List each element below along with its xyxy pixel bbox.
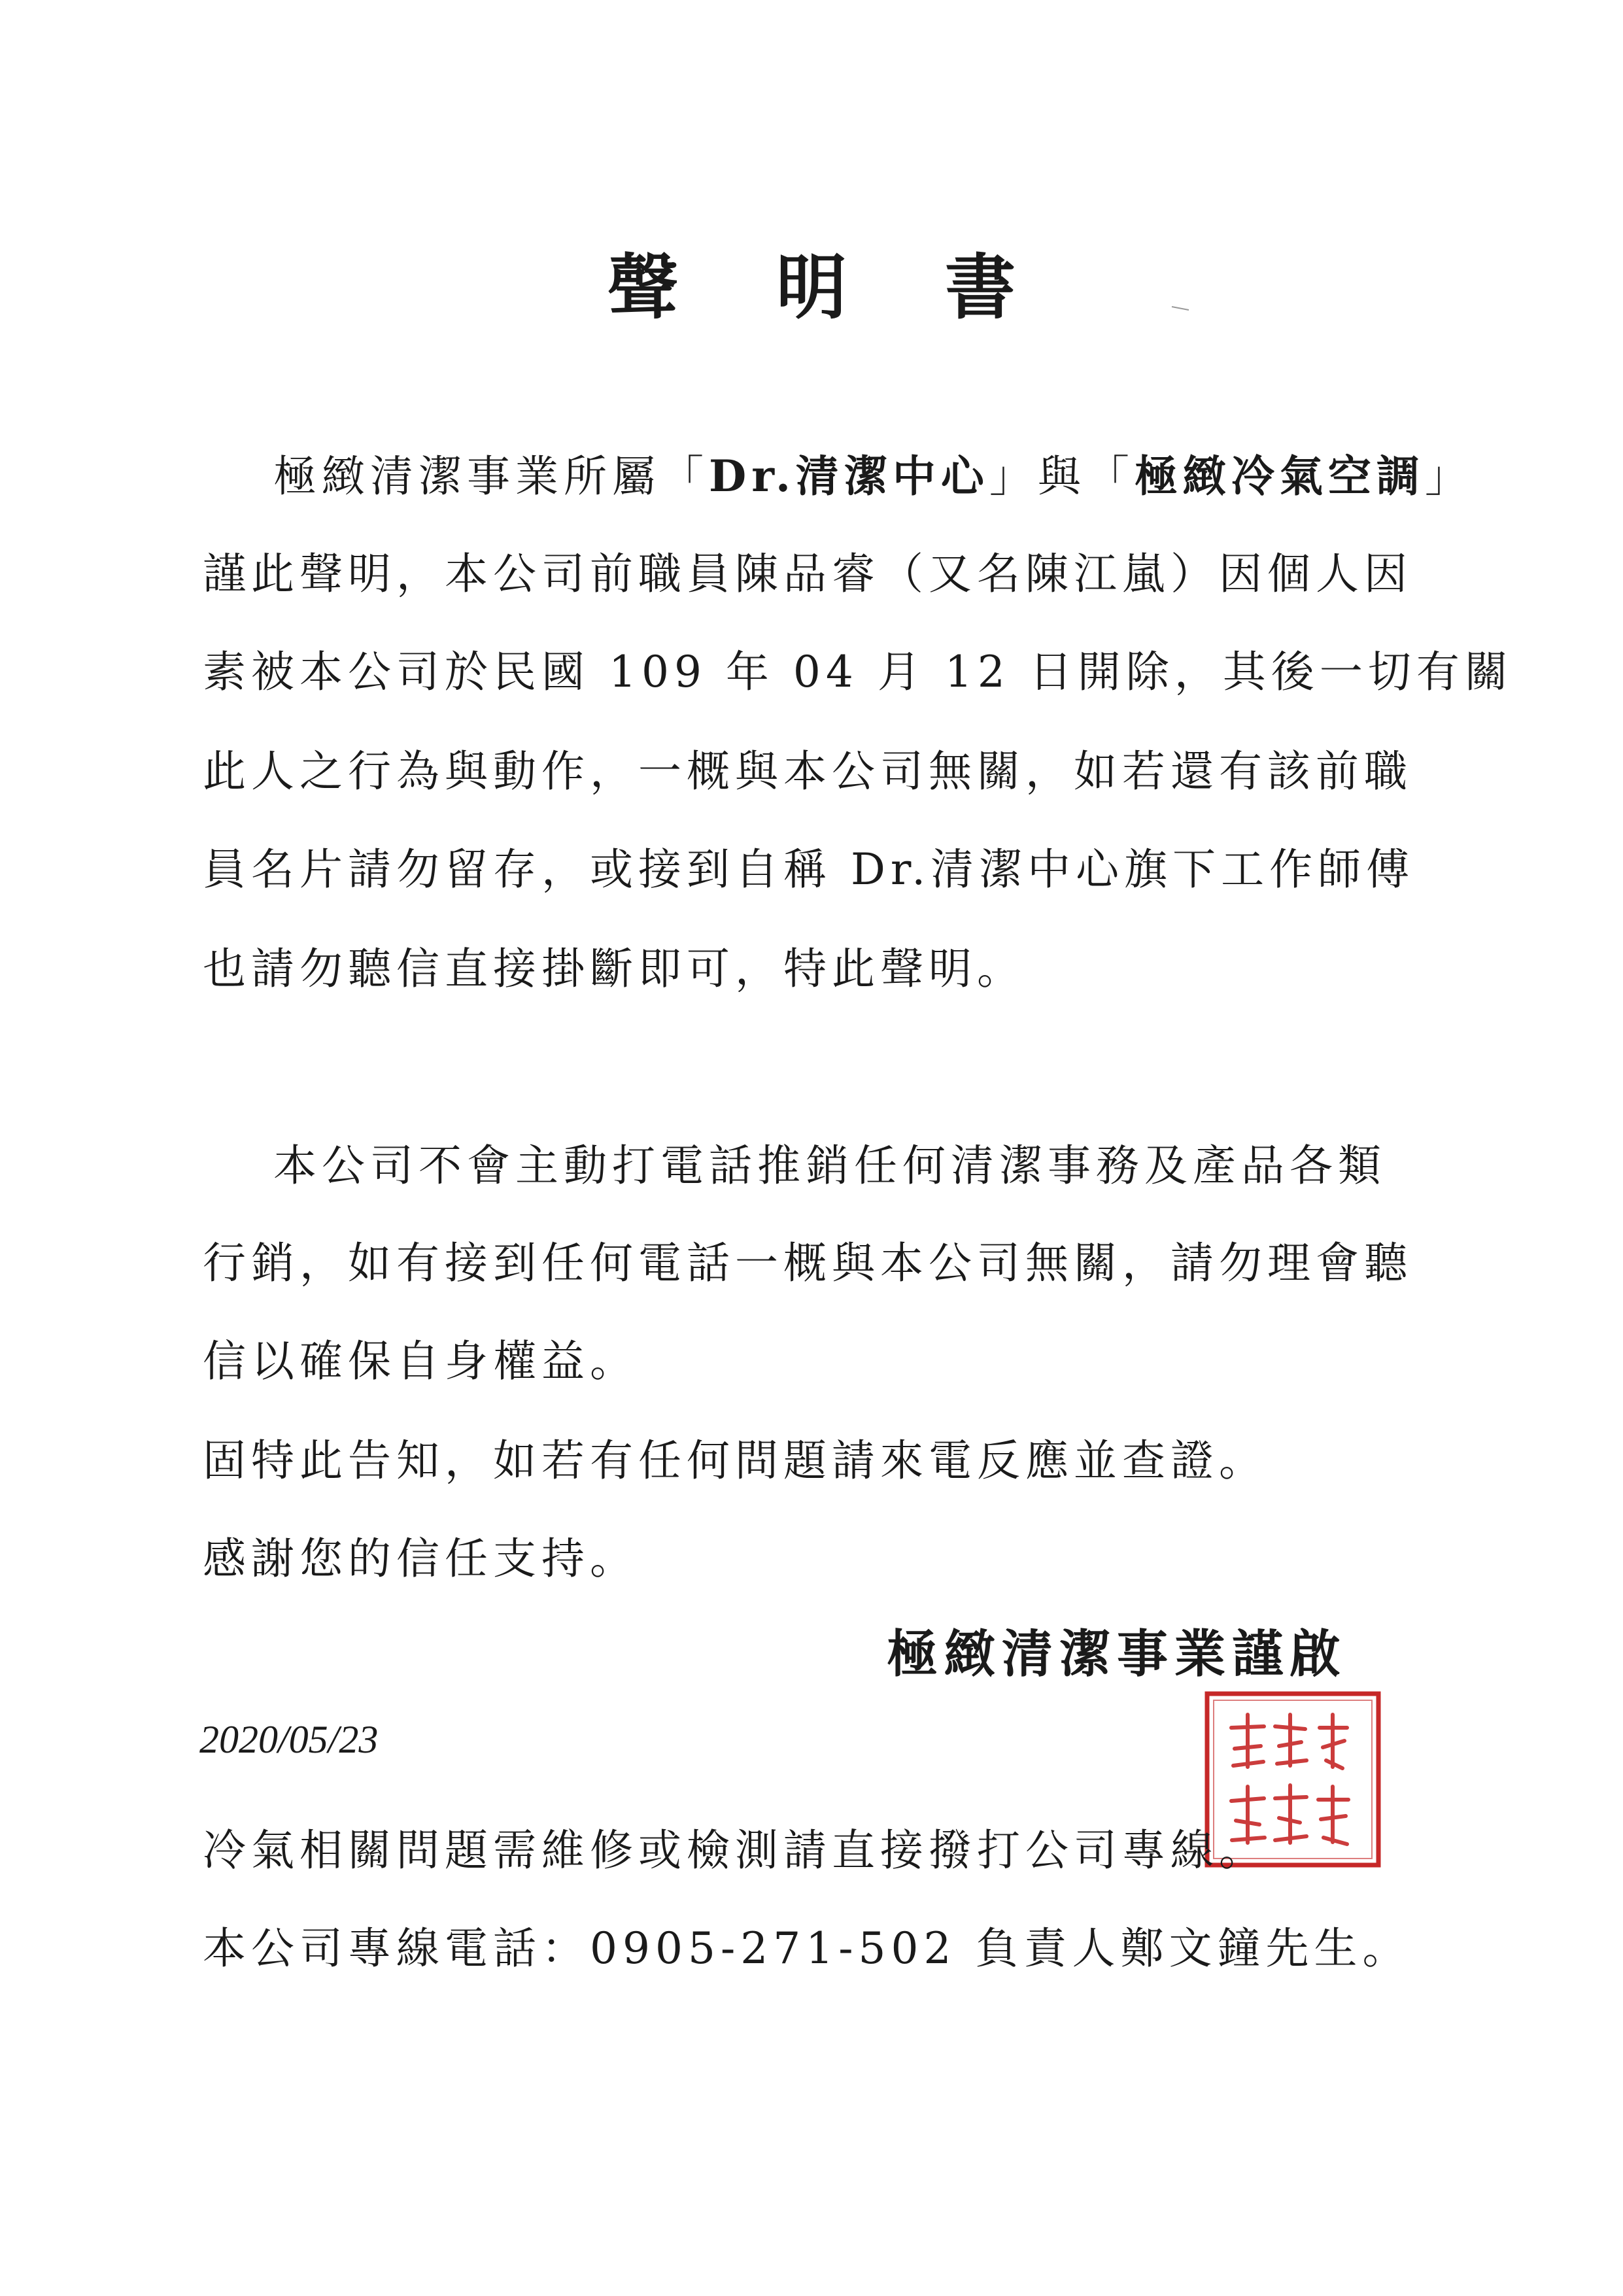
document-date: 2020/05/23	[199, 1718, 379, 1761]
signoff: 極緻清潔事業謹啟	[886, 1624, 1347, 1684]
paragraph2-line3: 信以確保自身權益。	[203, 1336, 638, 1386]
contact-line-aircon: 冷氣相關問題需維修或檢測請直接撥打公司專線。	[203, 1825, 1267, 1876]
p1-line1-mid: 」與「	[989, 451, 1135, 502]
thanks-line: 感謝您的信任支持。	[203, 1534, 638, 1584]
brand-jizhi-aircon: 極緻冷氣空調	[1134, 451, 1425, 502]
paragraph1-line6: 也請勿聽信直接掛斷即可，特此聲明。	[203, 944, 1025, 994]
contact-line-phone: 本公司專線電話：0905-271-502 負責人鄭文鐘先生。	[203, 1923, 1411, 1974]
paragraph1-line1	[273, 443, 1473, 509]
paragraph1-line2: 謹此聲明，本公司前職員陳品睿（又名陳江嵐）因個人因	[203, 549, 1412, 599]
brand-dr-cleaning-center: Dr.清潔中心	[709, 451, 989, 502]
notice-line: 固特此告知，如若有任何問題請來電反應並查證。	[203, 1435, 1267, 1486]
p1-line1-suffix: 」	[1424, 451, 1473, 502]
paragraph2-line2: 行銷，如有接到任何電話一概與本公司無關，請勿理會聽	[203, 1238, 1412, 1288]
paragraph1-line5: 員名片請勿留存，或接到自稱 Dr.清潔中心旗下工作師傅	[203, 844, 1415, 895]
paragraph2-line1: 本公司不會主動打電話推銷任何清潔事務及產品各類	[273, 1140, 1386, 1191]
paragraph1-line3: 素被本公司於民國 109 年 04 月 12 日開除，其後一切有關	[203, 647, 1513, 697]
paragraph1-line4: 此人之行為與動作，一概與本公司無關，如若還有該前職	[203, 746, 1412, 797]
p1-line1-prefix: 極緻清潔事業所屬「	[273, 451, 709, 502]
scan-speck	[1170, 304, 1190, 312]
document-title: 聲明書	[607, 247, 1114, 329]
